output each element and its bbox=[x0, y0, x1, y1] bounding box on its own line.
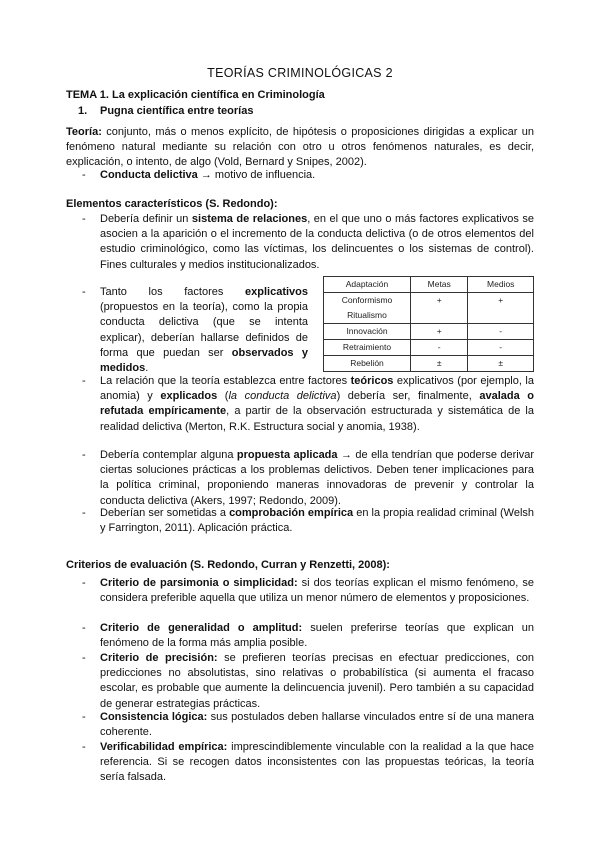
bullet-dash: - bbox=[82, 375, 86, 387]
table-cell: ± bbox=[468, 356, 534, 372]
bullet-dash: - bbox=[82, 711, 86, 723]
section-title: Pugna científica entre teorías bbox=[100, 105, 254, 117]
text-run: (propuestos en la teoría), como la propia conducta delictiva (que se intenta explicar), deberían hallarse definidos de forma que puedan ser bbox=[100, 301, 308, 359]
criterio-label: Criterio de generalidad o amplitud: bbox=[100, 622, 303, 634]
criterio-label: Consistencia lógica: bbox=[100, 711, 208, 723]
bullet-dash: - bbox=[82, 449, 86, 461]
elemento-item-4 bbox=[82, 448, 535, 509]
table-cell: Retraimiento bbox=[324, 340, 411, 356]
table-cell bbox=[411, 308, 468, 324]
italic-run: la conducta delictiva bbox=[228, 390, 337, 403]
bullet-dash: - bbox=[82, 741, 86, 753]
text-run: explicativos (por ejemplo, la anomia) y bbox=[100, 375, 534, 403]
table-row bbox=[324, 324, 534, 340]
bold-run: explicados bbox=[160, 390, 218, 403]
criterio-label: Criterio de parsimonia o simplicidad: bbox=[100, 577, 298, 589]
teoria-definition bbox=[66, 125, 534, 171]
bold-run: propuesta aplicada bbox=[236, 449, 338, 461]
section-number: 1. bbox=[78, 105, 88, 117]
table-row bbox=[324, 293, 534, 309]
criterio-item-1 bbox=[82, 576, 534, 606]
text-run: , en el que uno o más factores explicativos se asocien a la aparición o el incremento de la conducta delictiva (o de otros elementos del estudio criminológico, como las víctimas, los delincuentes o los sistemas de control). Fines culturales y medios institucionalizados. bbox=[100, 213, 534, 271]
teoria-text: conjunto, más o menos explícito, de hipótesis o proposiciones dirigidas a explicar un fenómeno natural mediante su relación con otro u otros fenómenos naturales, es decir, explicación, o intento, de algo (Vold, Bernard y Snipes, 2002). bbox=[66, 126, 534, 169]
criterio-text: imprescindiblemente vinculable con la realidad a la que hace referencia. Si se recogen datos inconsistentes con las propuestas teóricas, la teoría sería falsada. bbox=[100, 741, 534, 784]
table-header: Adaptación bbox=[324, 277, 411, 293]
bold-run: sistema de relaciones bbox=[191, 213, 308, 225]
elementos-heading: Elementos característicos (S. Redondo): bbox=[66, 198, 278, 210]
conducta-label: Conducta delictiva bbox=[100, 169, 198, 181]
elemento-item-5 bbox=[82, 506, 535, 536]
elemento-item-3 bbox=[82, 374, 534, 435]
criterio-text: si dos teorías explican el mismo fenómeno, se considera preferible aquella que utiliza un menor número de elementos y proposiciones. bbox=[100, 577, 534, 605]
bold-run: avalada o refutada empíricamente bbox=[100, 390, 534, 418]
elemento-item-2 bbox=[82, 285, 308, 376]
text-run: Debería definir un bbox=[100, 213, 192, 225]
criterio-item-3 bbox=[82, 651, 534, 712]
bullet-dash: - bbox=[82, 622, 86, 634]
text-run: Deberían ser sometidas a bbox=[100, 507, 230, 519]
elemento-item-1 bbox=[82, 212, 534, 273]
table-cell: - bbox=[468, 340, 534, 356]
table-cell: + bbox=[411, 293, 468, 309]
teoria-label: Teoría: bbox=[66, 126, 102, 138]
text-run: . bbox=[145, 362, 149, 375]
table-row bbox=[324, 340, 534, 356]
bullet-dash: - bbox=[82, 577, 86, 589]
conducta-text: → motivo de influencia. bbox=[197, 169, 316, 181]
text-run: ( bbox=[217, 390, 229, 403]
text-run: ) debería ser, finalmente, bbox=[336, 390, 480, 403]
bullet-dash: - bbox=[82, 652, 86, 664]
table-cell bbox=[468, 308, 534, 324]
table-cell: - bbox=[411, 340, 468, 356]
criterio-label: Criterio de precisión: bbox=[100, 652, 218, 664]
table-cell: ± bbox=[411, 356, 468, 372]
table-cell: Ritualismo bbox=[324, 308, 411, 324]
table-cell: Conformismo bbox=[324, 293, 411, 309]
conducta-item bbox=[82, 168, 534, 183]
adaptation-table bbox=[323, 276, 534, 372]
table-header-row bbox=[324, 277, 534, 293]
table-row bbox=[324, 308, 534, 324]
table-cell: - bbox=[468, 324, 534, 340]
bold-run: observados y medidos bbox=[100, 346, 308, 375]
table-cell: + bbox=[468, 293, 534, 309]
text-run: Debería contemplar alguna bbox=[100, 449, 237, 461]
text-run: , a partir de la observación estructurada y sistemática de la realidad delictiva (Merton, R.K. Estructura social y anomia, 1938). bbox=[100, 405, 534, 433]
criterio-text: se prefieren teorías precisas en efectuar predicciones, con predicciones no absolutistas, sino relativas o probabilística (si aumenta el fracaso escolar, es probable que aumente la delincuencia juvenil). Pero también a su capacidad de generar estrategias prácticas. bbox=[100, 652, 534, 710]
bullet-dash: - bbox=[82, 286, 86, 298]
criterio-item-4 bbox=[82, 710, 534, 740]
table-cell: Rebelión bbox=[324, 356, 411, 372]
document-title: TEORÍAS CRIMINOLÓGICAS 2 bbox=[207, 66, 393, 80]
criterio-item-5 bbox=[82, 740, 534, 786]
table-header: Medios bbox=[468, 277, 534, 293]
criterio-label: Verificabilidad empírica: bbox=[100, 741, 228, 753]
bold-run: comprobación empírica bbox=[229, 507, 354, 519]
table-cell: Innovación bbox=[324, 324, 411, 340]
text-run: La relación que la teoría establezca entre factores bbox=[100, 375, 351, 387]
bold-run: teóricos bbox=[350, 375, 394, 387]
bullet-dash: - bbox=[82, 507, 86, 519]
text-run: Tanto los factores bbox=[100, 286, 246, 298]
bullet-dash: - bbox=[82, 169, 86, 181]
text-run: en la propia realidad criminal (Welsh y Farrington, 2011). Aplicación práctica. bbox=[100, 507, 535, 535]
bullet-dash: - bbox=[82, 213, 86, 225]
criterio-text: suelen preferirse teorías que explican un fenómeno de la forma más amplia posible. bbox=[100, 622, 534, 650]
criterio-text: sus postulados deben hallarse vinculados entre sí de una manera coherente. bbox=[100, 711, 534, 739]
criterio-item-2 bbox=[82, 621, 534, 651]
criterios-heading: Criterios de evaluación (S. Redondo, Curran y Renzetti, 2008): bbox=[66, 559, 390, 571]
tema-heading: TEMA 1. La explicación científica en Criminología bbox=[66, 89, 325, 101]
text-run: → de ella tendrían que poderse derivar ciertas soluciones prácticas a los problemas delictivos. Deben tener implicaciones para la política criminal, proponiendo maneras innovadoras de prevenir y controlar la conducta delictiva (Akers, 1997; Redondo, 2009). bbox=[100, 449, 535, 507]
table-cell: + bbox=[411, 324, 468, 340]
table-header: Metas bbox=[411, 277, 468, 293]
bold-run: explicativos bbox=[245, 286, 308, 298]
table-row bbox=[324, 356, 534, 372]
